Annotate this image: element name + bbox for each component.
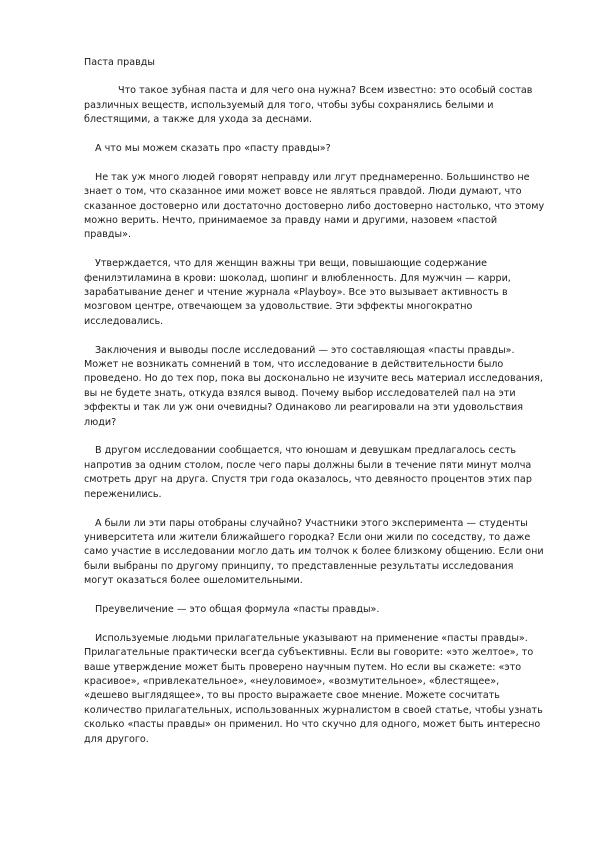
paragraph-intro: Что такое зубная паста и для чего она нужна? Всем известно: это особый состав различных веществ, используемый для того, чтобы зубы сохранялись белыми и блестящими, а также для ухода за деснами. <box>84 85 533 126</box>
paragraph-conclusions: Заключения и выводы после исследований — это составляющая «пасты правды». Может не возникать сомнений в том, что исследование в действительности было проведено. Но до тех пор, пока вы досконально не изучите весь материал исследования, вы не будете знать, откуда взялся вывод. Почему выбор исследователей пал на эти эффекты и так ли уж они очевидны? Одинаково ли реагировали на эти удовольствия люди? <box>84 344 543 428</box>
paragraph-exaggeration: Преувеличение — это общая формула «пасты правды». <box>95 603 380 615</box>
paragraph-adjectives: Используемые людьми прилагательные указывают на применение «пасты правды». Прилагательные практически всегда субъективны. Если вы говорите: «это желтое», то ваше утверждение может быть проверено научным путем. Но если вы скажете: «это красивое», «привлекательное», «неуловимое», «возмутительное», «блестящее», «дешево выглядящее», то вы просто выражаете свое мнение. Можете сосчитать количество прилагательных, использованных журналистом в своей статье, чтобы узнать сколько «пасты правды» он применил. Но что скучно для одного, может быть интересно для другого. <box>84 632 543 745</box>
paragraph-study: В другом исследовании сообщается, что юношам и девушкам предлагалось сесть напротив за одним столом, после чего пары должны были в течение пяти минут молча смотреть друг на друга. Спустя три года оказалось, что девяносто процентов этих пар переженились. <box>84 445 532 500</box>
paragraph-phenylethylamine: Утверждается, что для женщин важны три вещи, повышающие содержание фенилэтиламина в крови: шоколад, шопинг и влюбленность. Для мужчин — карри, зарабатывание денег и чтение журнала «Playboy». Все это вызывает активность в мозговом центре, отвечающем за удовольствие. Эти эффекты многократно исследовались. <box>84 258 511 327</box>
paragraph-question: А что мы можем сказать про «пасту правды»? <box>95 143 331 155</box>
paragraph-untruth: Не так уж много людей говорят неправду или лгут преднамеренно. Большинство не знает о том, что сказанное ими может вовсе не являться правдой. Люди думают, что сказанное достоверно или достаточно достоверно либо достоверно настолько, что этому можно верить. Нечто, принимаемое за правду нами и другими, назовем «пастой правды». <box>84 171 545 241</box>
paragraph-random-selection: А были ли эти пары отобраны случайно? Участники этого эксперимента — студенты университета или жители ближайшего городка? Если они жили по соседству, то даже само участие в исследовании могло дать им толчок к более близкому общению. Если они были выбраны по другому принципу, то представленные результаты исследования могут оказаться более ошеломительными. <box>84 517 544 587</box>
document-title: Паста правды <box>84 57 155 68</box>
